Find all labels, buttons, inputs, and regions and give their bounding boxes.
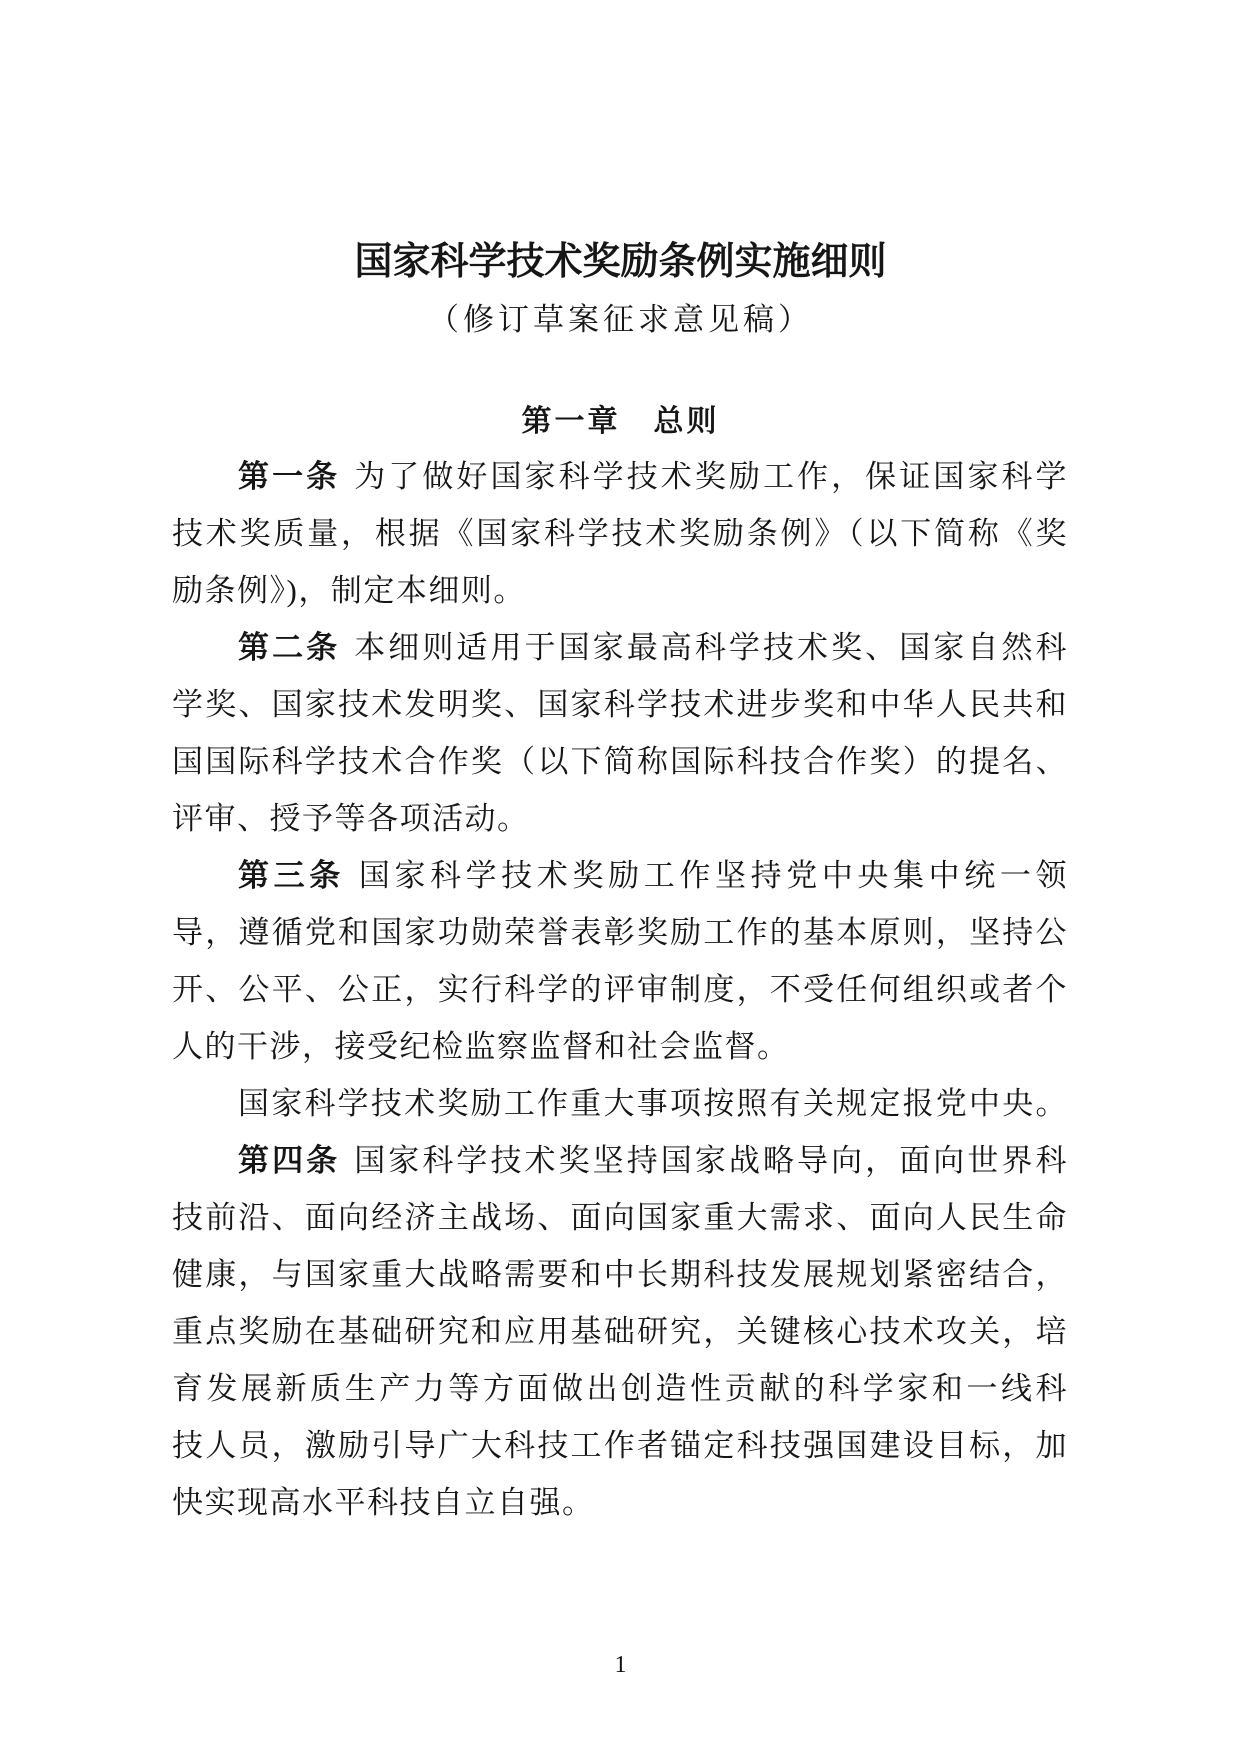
paragraph [172, 619, 1068, 847]
body-line: 评审、授予等各项活动。 [172, 801, 530, 836]
body-line: 开、公平、公正，实行科学的评审制度，不受任何组织或者个 [172, 972, 1068, 1007]
paragraph [172, 1132, 1068, 1531]
paragraph [172, 847, 1068, 1075]
document-body [172, 448, 1068, 1531]
body-line: 国国际科学技术合作奖（以下简称国际科技合作奖）的提名、 [172, 744, 1068, 779]
body-line: 快实现高水平科技自立自强。 [172, 1485, 595, 1520]
body-line: 育发展新质生产力等方面做出创造性贡献的科学家和一线科 [172, 1371, 1068, 1406]
page-number: 1 [614, 1652, 627, 1678]
body-line: 励条例》)，制定本细则。 [172, 573, 526, 608]
body-line: 人的干涉，接受纪检监察监督和社会监督。 [172, 1029, 790, 1064]
body-line: 国家科学技术奖励工作重大事项按照有关规定报党中央。 [238, 1086, 1068, 1121]
article-number: 第一条 [238, 459, 341, 494]
body-line: 重点奖励在基础研究和应用基础研究，关键核心技术攻关，培 [172, 1314, 1068, 1349]
body-line: 技人员，激励引导广大科技工作者锚定科技强国建设目标，加 [172, 1428, 1068, 1463]
document-subtitle: （修订草案征求意见稿） [428, 302, 813, 337]
article-number: 第三条 [238, 858, 345, 893]
article-number: 第四条 [238, 1143, 341, 1178]
document-title: 国家科学技术奖励条例实施细则 [354, 241, 887, 283]
body-line: 技术奖质量，根据《国家科学技术奖励条例》（以下简称《奖 [172, 516, 1068, 551]
body-line: 第三条 国家科学技术奖励工作坚持党中央集中统一领 [238, 858, 1069, 893]
body-line: 第二条 本细则适用于国家最高科学技术奖、国家自然科 [238, 630, 1069, 665]
paragraph [172, 448, 1068, 619]
body-line: 学奖、国家技术发明奖、国家科学技术进步奖和中华人民共和 [172, 687, 1068, 722]
chapter-heading: 第一章 总则 [521, 405, 720, 438]
body-line: 第一条 为了做好国家科学技术奖励工作，保证国家科学 [238, 459, 1069, 494]
article-number: 第二条 [238, 630, 341, 665]
body-line: 技前沿、面向经济主战场、面向国家重大需求、面向人民生命 [172, 1200, 1068, 1235]
paragraph [172, 1075, 1068, 1132]
body-line: 导，遵循党和国家功勋荣誉表彰奖励工作的基本原则，坚持公 [172, 915, 1068, 950]
body-line: 健康，与国家重大战略需要和中长期科技发展规划紧密结合， [172, 1257, 1068, 1292]
body-line: 第四条 国家科学技术奖坚持国家战略导向，面向世界科 [238, 1143, 1069, 1178]
